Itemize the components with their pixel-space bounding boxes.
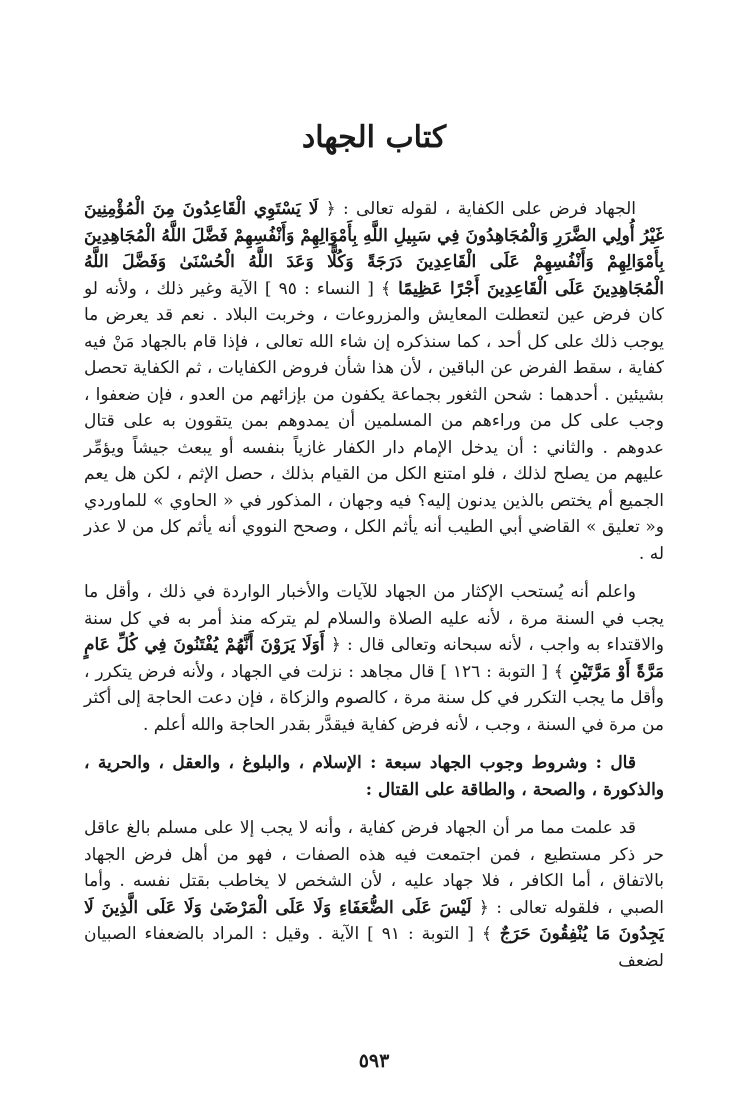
- text-segment: ﴾ [ النساء : ٩٥ ] الآية وغير ذلك ، ولأنه لو كان فرض عين لتعطلت المعايش والمزروعات ، وخربت البلاد . نعم قد يعرض ما يوجب ذلك على كل أحد ، كما سنذكره إن شاء الله تعالى ، فإذا قام بالجهاد مَنْ فيه كفاية ، سقط الفرض عن الباقين ، لأن هذا شأن فروض الكفايات ، ثم الكفاية تحصل بشيئين . أحدهما : شحن الثغور بجماعة يكفون من بإزائهم من العدو ، فإن ضعفوا ، وجب على كل من وراءهم من المسلمين أن يمدوهم بمن يتقوون به على قتال عدوهم . والثاني : أن يدخل الإمام دار الكفار غازياً بنفسه أو يبعث جيشاً ويؤمِّر عليهم من يصلح لذلك ، فلو امتنع الكل من القيام بذلك ، حصل الإثم ، لكن هل يعم الجميع أم يختص بالذين يدنون إليه؟ فيه وجهان ، المذكور في « الحاوي » للماوردي و« تعليق » القاضي أبي الطيب أنه يأثم الكل ، وصحح النووي أنه يأثم كل من لا عذر له .: [84, 278, 664, 564]
- paragraph-frequency: [84, 579, 664, 738]
- page-number: ٥٩٣: [358, 1050, 390, 1072]
- text-segment: قال : وشروط وجوب الجهاد سبعة : الإسلام ، والبلوغ ، والعقل ، والحرية ، والذكورة ، والصحة ، والطاقة على القتال :: [84, 753, 664, 800]
- paragraph-conditions: [84, 750, 664, 803]
- quran-verse: أَوَلَا يَرَوْنَ أَنَّهُمْ يُفْتَنُونَ فِي كُلِّ عَامٍ مَرَّةً أَوْ مَرَّتَيْنِ: [84, 635, 665, 682]
- text-segment: ﴾ [ التوبة : ٩١ ] الآية . وقيل : المراد بالضعفاء الصبيان لضعف: [84, 924, 664, 971]
- quran-verse: لَا يَسْتَوِي الْقَاعِدُونَ مِنَ الْمُؤْمِنِينَ غَيْرُ أُولِي الضَّرَرِ وَالْمُجَاهِدُونَ فِي سَبِيلِ اللَّهِ بِأَمْوَالِهِمْ وَأَنْفُسِهِمْ فَضَّلَ اللَّهُ الْمُجَاهِدِينَ بِأَمْوَالِهِمْ وَأَنْفُسِهِمْ عَلَى الْقَاعِدِينَ دَرَجَةً وَكُلًّا وَعَدَ اللَّهُ الْحُسْنَىٰ وَفَضَّلَ اللَّهُ الْمُجَاهِدِينَ عَلَى الْقَاعِدِينَ أَجْرًا عَظِيمًا: [84, 199, 665, 299]
- paragraph-obligation: [84, 196, 664, 567]
- text-segment: واعلم أنه يُستحب الإكثار من الجهاد للآيات والأخبار الواردة في ذلك ، وأقل ما يجب في السنة مرة ، لأنه عليه الصلاة والسلام لم يتركه منذ أمر به في كل سنة والاقتداء به واجب ، لأنه سبحانه وتعالى قال : ﴿: [84, 582, 664, 655]
- paragraph-commentary: [84, 815, 664, 974]
- quran-verse: لَيْسَ عَلَى الضُّعَفَاءِ وَلَا عَلَى الْمَرْضَىٰ وَلَا عَلَى الَّذِينَ لَا يَجِدُونَ مَا يُنْفِقُونَ حَرَجٌ: [84, 897, 664, 944]
- text-segment: قد علمت مما مر أن الجهاد فرض كفاية ، وأنه لا يجب إلا على مسلم بالغ عاقل حر ذكر مستطيع ، فمن اجتمعت فيه هذه الصفات ، فهو من أهل فرض الجهاد بالاتفاق ، أما الكافر ، فلا جهاد عليه ، لأن الشخص لا يخاطب بقتل نفسه . وأما الصبي ، فلقوله تعالى : ﴿: [84, 818, 664, 918]
- chapter-title: كتاب الجهاد: [301, 120, 447, 155]
- document-page: [84, 0, 664, 1097]
- text-segment: ﴾ [ التوبة : ١٢٦ ] قال مجاهد : نزلت في الجهاد ، ولأنه فرض يتكرر ، وأقل ما يجب التكرر في كل سنة مرة ، كالصوم والزكاة ، فإن دعت الحاجة إلى أكثر من مرة في السنة ، وجب ، لأنه فرض كفاية فيقدَّر بقدر الحاجة والله أعلم .: [84, 661, 664, 735]
- text-segment: الجهاد فرض على الكفاية ، لقوله تعالى : ﴿: [325, 199, 636, 219]
- body-text: [84, 196, 664, 986]
